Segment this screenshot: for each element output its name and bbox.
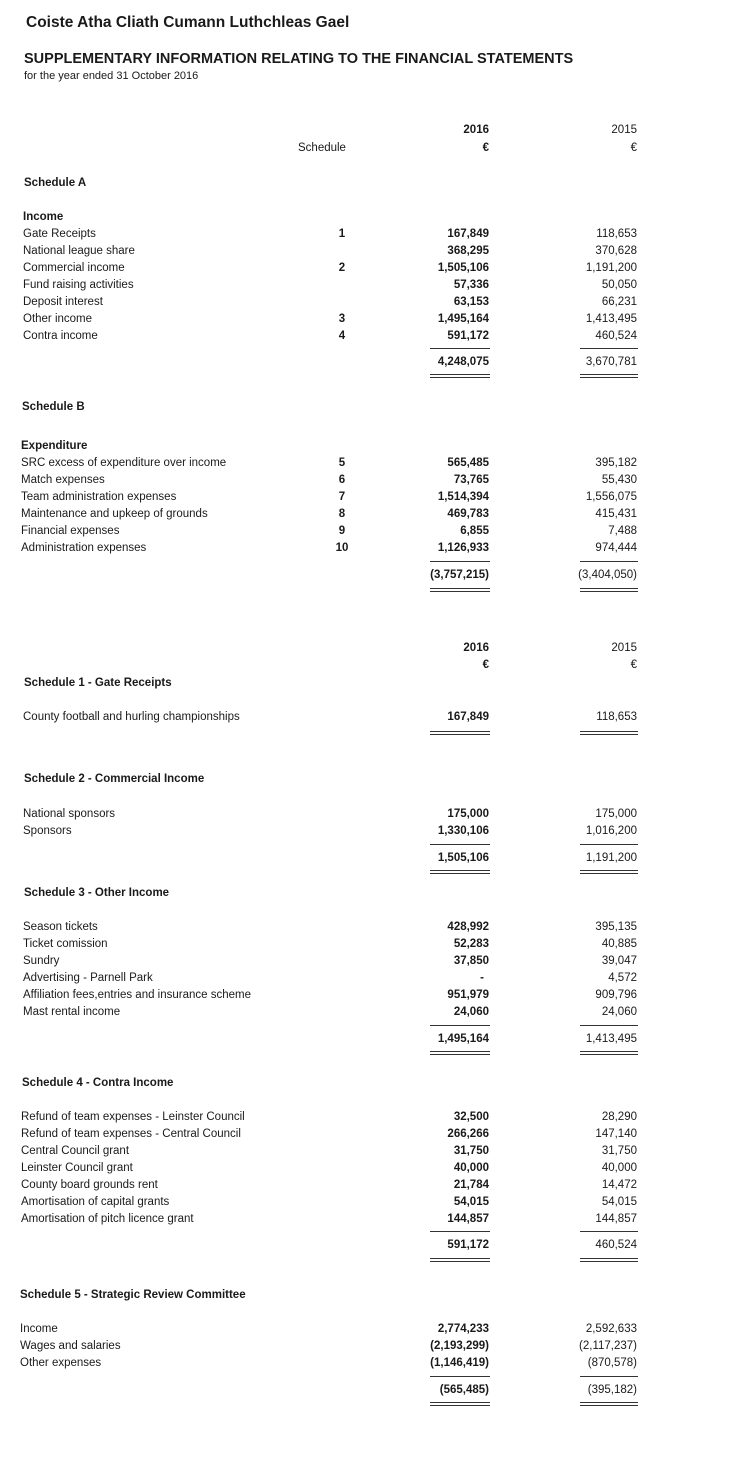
- value-2016: 565,485: [447, 457, 489, 469]
- table-row: [0, 1145, 741, 1162]
- row-schedule: 1: [338, 228, 346, 240]
- organisation-name: Coiste Atha Cliath Cumann Luthchleas Gael: [26, 14, 350, 31]
- subtotal-rule: [430, 561, 490, 562]
- schedule-a-group: Income: [23, 211, 64, 223]
- subtotal-rule: [580, 1231, 638, 1232]
- table-row: [0, 972, 741, 989]
- value-2015: 395,182: [595, 457, 637, 469]
- total-2015: (395,182): [587, 1384, 637, 1396]
- row-label: Administration expenses: [21, 542, 147, 554]
- value-2016: 63,153: [453, 296, 489, 308]
- total-2016: (3,757,215): [430, 569, 489, 581]
- currency-2016: €: [482, 142, 489, 154]
- row-label: Match expenses: [21, 474, 105, 486]
- table-row: [0, 491, 741, 508]
- subtotal-rule: [580, 561, 638, 562]
- currency-2016: €: [482, 659, 489, 671]
- value-2016: 1,514,394: [437, 491, 489, 503]
- value-2015: 118,653: [596, 228, 637, 240]
- value-2015: 175,000: [595, 808, 637, 820]
- value-2016: (1,146,419): [430, 1357, 489, 1369]
- table-row: [0, 262, 741, 279]
- value-2016: 40,000: [453, 1162, 489, 1174]
- row-label: Amortisation of capital grants: [21, 1196, 170, 1208]
- value-2016: 2,774,233: [437, 1323, 489, 1335]
- value-2015: 7,488: [608, 525, 637, 537]
- value-2015: 460,524: [595, 330, 637, 342]
- value-2015: 40,885: [601, 938, 637, 950]
- value-2015: 147,140: [595, 1128, 637, 1140]
- row-label: Sponsors: [23, 825, 72, 837]
- value-2016: 21,784: [453, 1179, 489, 1191]
- value-2015: 66,231: [601, 296, 637, 308]
- subtotal-rule: [580, 844, 638, 845]
- table-row: [0, 1357, 741, 1374]
- value-2015: 40,000: [601, 1162, 637, 1174]
- table-row: [0, 1006, 741, 1023]
- document-subtitle: for the year ended 31 October 2016: [24, 70, 199, 82]
- schedule-b-title: Schedule B: [22, 401, 85, 413]
- total-2015: 1,413,495: [585, 1033, 637, 1045]
- value-2015: 395,135: [595, 921, 637, 933]
- total-double-rule: [430, 870, 490, 874]
- table-row: [0, 525, 741, 542]
- value-2015: 144,857: [595, 1213, 637, 1225]
- value-2016: 591,172: [447, 330, 489, 342]
- total-row: [0, 356, 741, 373]
- row-schedule: 9: [338, 525, 346, 537]
- table-row: [0, 508, 741, 525]
- table-row: [0, 1162, 741, 1179]
- value-2016: 144,857: [447, 1213, 489, 1225]
- subtotal-rule: [430, 348, 490, 349]
- row-schedule: 8: [338, 508, 346, 520]
- value-2015: 974,444: [595, 542, 637, 554]
- row-schedule: 10: [335, 542, 349, 554]
- value-2016: 54,015: [453, 1196, 489, 1208]
- table-row: [0, 955, 741, 972]
- value-2016: 1,505,106: [437, 262, 489, 274]
- total-2016: 591,172: [447, 1239, 489, 1251]
- total-double-rule: [430, 374, 490, 378]
- row-label: Ticket comission: [23, 938, 108, 950]
- currency-2015: €: [630, 659, 637, 671]
- total-double-rule: [430, 588, 490, 592]
- table-row: [0, 711, 741, 728]
- value-2016: 57,336: [453, 279, 489, 291]
- total-2016: 1,505,106: [437, 852, 489, 864]
- total-double-rule: [580, 1402, 638, 1406]
- table-row: [0, 296, 741, 313]
- table-row: [0, 330, 741, 347]
- table-row: [0, 808, 741, 825]
- total-2015: (3,404,050): [578, 569, 637, 581]
- value-2016: 6,855: [460, 525, 489, 537]
- table-row: [0, 1323, 741, 1340]
- table-row: [0, 457, 741, 474]
- value-2016: 52,283: [453, 938, 489, 950]
- total-double-rule: [430, 1051, 490, 1055]
- value-2015: 415,431: [595, 508, 637, 520]
- row-label: Season tickets: [23, 921, 98, 933]
- value-2016: 167,849: [447, 711, 489, 723]
- value-2016: 1,126,933: [437, 542, 489, 554]
- row-label: Mast rental income: [23, 1006, 121, 1018]
- table-row: [0, 1340, 741, 1357]
- schedule-5-title: Schedule 5 - Strategic Review Committee: [20, 1289, 246, 1301]
- table-row: [0, 825, 741, 842]
- value-2015: 31,750: [601, 1145, 637, 1157]
- value-2015: 1,191,200: [585, 262, 637, 274]
- schedule-1-title: Schedule 1 - Gate Receipts: [24, 677, 172, 689]
- total-double-rule: [580, 1258, 638, 1262]
- row-schedule: 7: [338, 491, 346, 503]
- value-2015: 1,413,495: [585, 313, 637, 325]
- total-double-rule: [580, 870, 638, 874]
- total-double-rule: [580, 588, 638, 592]
- total-double-rule: [430, 1258, 490, 1262]
- value-2016: 1,330,106: [437, 825, 489, 837]
- row-label: County board grounds rent: [21, 1179, 158, 1191]
- total-double-rule: [580, 731, 638, 735]
- row-label: Team administration expenses: [21, 491, 177, 503]
- total-row: [0, 1239, 741, 1256]
- row-label: Income: [20, 1323, 58, 1335]
- value-2016: 951,979: [447, 989, 489, 1001]
- table-row: [0, 938, 741, 955]
- table-row: [0, 1213, 741, 1230]
- value-2016: -: [480, 972, 484, 984]
- row-label: National league share: [23, 245, 135, 257]
- subtotal-rule: [430, 1231, 490, 1232]
- row-label: National sponsors: [23, 808, 116, 820]
- subtotal-rule: [430, 1025, 490, 1026]
- value-2015: 54,015: [601, 1196, 637, 1208]
- document-title: SUPPLEMENTARY INFORMATION RELATING TO THE FINANCIAL STATEMENTS: [24, 51, 574, 67]
- subtotal-rule: [580, 348, 638, 349]
- value-2015: 39,047: [601, 955, 637, 967]
- row-schedule: 3: [338, 313, 346, 325]
- table-row: [0, 1179, 741, 1196]
- table-row: [0, 921, 741, 938]
- value-2015: (2,117,237): [579, 1340, 637, 1352]
- value-2015: 118,653: [596, 711, 637, 723]
- row-label: Refund of team expenses - Leinster Council: [21, 1111, 245, 1123]
- row-label: Gate Receipts: [23, 228, 96, 240]
- row-label: Other expenses: [20, 1357, 102, 1369]
- value-2016: 428,992: [447, 921, 489, 933]
- row-label: Amortisation of pitch licence grant: [21, 1213, 194, 1225]
- row-schedule: 6: [338, 474, 346, 486]
- table-row: [0, 245, 741, 262]
- value-2015: 14,472: [601, 1179, 637, 1191]
- row-schedule: 2: [338, 262, 346, 274]
- total-row: [0, 1384, 741, 1401]
- total-double-rule: [580, 374, 638, 378]
- row-label: Affiliation fees,entries and insurance scheme: [23, 989, 252, 1001]
- schedule-a-title: Schedule A: [24, 177, 87, 189]
- table-row: [0, 989, 741, 1006]
- schedule-4-title: Schedule 4 - Contra Income: [22, 1077, 174, 1089]
- total-double-rule: [430, 1402, 490, 1406]
- table-row: [0, 542, 741, 559]
- total-row: [0, 569, 741, 586]
- table-row: [0, 474, 741, 491]
- value-2016: 266,266: [447, 1128, 489, 1140]
- value-2016: 175,000: [447, 808, 489, 820]
- value-2015: 1,556,075: [585, 491, 637, 503]
- row-label: Deposit interest: [23, 296, 103, 308]
- total-double-rule: [580, 1051, 638, 1055]
- value-2015: 50,050: [601, 279, 637, 291]
- total-2015: 460,524: [595, 1239, 637, 1251]
- table-row: [0, 1128, 741, 1145]
- value-2015: 2,592,633: [585, 1323, 637, 1335]
- column-header-2016: 2016: [463, 642, 489, 654]
- row-label: Refund of team expenses - Central Council: [21, 1128, 241, 1140]
- total-2016: (565,485): [439, 1384, 489, 1396]
- row-label: SRC excess of expenditure over income: [21, 457, 227, 469]
- total-2015: 3,670,781: [585, 356, 637, 368]
- subtotal-rule: [580, 1376, 638, 1377]
- value-2015: 55,430: [601, 474, 637, 486]
- total-row: [0, 852, 741, 869]
- row-label: Advertising - Parnell Park: [23, 972, 153, 984]
- value-2016: 31,750: [453, 1145, 489, 1157]
- value-2015: 370,628: [595, 245, 637, 257]
- row-schedule: 5: [338, 457, 346, 469]
- column-header-2016: 2016: [463, 124, 489, 136]
- value-2016: 73,765: [453, 474, 489, 486]
- value-2016: 1,495,164: [437, 313, 489, 325]
- value-2016: 368,295: [447, 245, 489, 257]
- total-2015: 1,191,200: [585, 852, 637, 864]
- currency-2015: €: [630, 142, 637, 154]
- value-2015: 24,060: [601, 1006, 637, 1018]
- row-label: Other income: [23, 313, 93, 325]
- column-header-schedule: Schedule: [298, 142, 346, 154]
- table-row: [0, 1111, 741, 1128]
- value-2016: (2,193,299): [430, 1340, 489, 1352]
- value-2016: 24,060: [453, 1006, 489, 1018]
- total-double-rule: [430, 731, 490, 735]
- total-2016: 1,495,164: [437, 1033, 489, 1045]
- value-2015: 1,016,200: [585, 825, 637, 837]
- table-row: [0, 279, 741, 296]
- value-2015: 28,290: [601, 1111, 637, 1123]
- schedule-b-group: Expenditure: [21, 440, 88, 452]
- table-row: [0, 228, 741, 245]
- value-2016: 469,783: [447, 508, 489, 520]
- value-2015: 909,796: [595, 989, 637, 1001]
- value-2016: 32,500: [453, 1111, 489, 1123]
- row-label: Sundry: [23, 955, 60, 967]
- total-2016: 4,248,075: [437, 356, 489, 368]
- value-2016: 37,850: [453, 955, 489, 967]
- row-label: County football and hurling championships: [23, 711, 240, 723]
- value-2016: 167,849: [447, 228, 489, 240]
- schedule-3-title: Schedule 3 - Other Income: [24, 887, 170, 899]
- row-label: Central Council grant: [21, 1145, 130, 1157]
- row-label: Leinster Council grant: [21, 1162, 133, 1174]
- schedule-2-title: Schedule 2 - Commercial Income: [24, 773, 205, 785]
- row-label: Fund raising activities: [23, 279, 134, 291]
- row-label: Maintenance and upkeep of grounds: [21, 508, 208, 520]
- total-row: [0, 1033, 741, 1050]
- row-label: Wages and salaries: [20, 1340, 121, 1352]
- row-label: Financial expenses: [21, 525, 120, 537]
- subtotal-rule: [580, 1025, 638, 1026]
- table-row: [0, 313, 741, 330]
- value-2015: (870,578): [587, 1357, 637, 1369]
- table-row: [0, 1196, 741, 1213]
- row-schedule: 4: [338, 330, 346, 342]
- column-header-2015: 2015: [611, 124, 637, 136]
- row-label: Contra income: [23, 330, 98, 342]
- subtotal-rule: [430, 1376, 490, 1377]
- row-label: Commercial income: [23, 262, 125, 274]
- subtotal-rule: [430, 844, 490, 845]
- value-2015: 4,572: [608, 972, 637, 984]
- column-header-2015: 2015: [611, 642, 637, 654]
